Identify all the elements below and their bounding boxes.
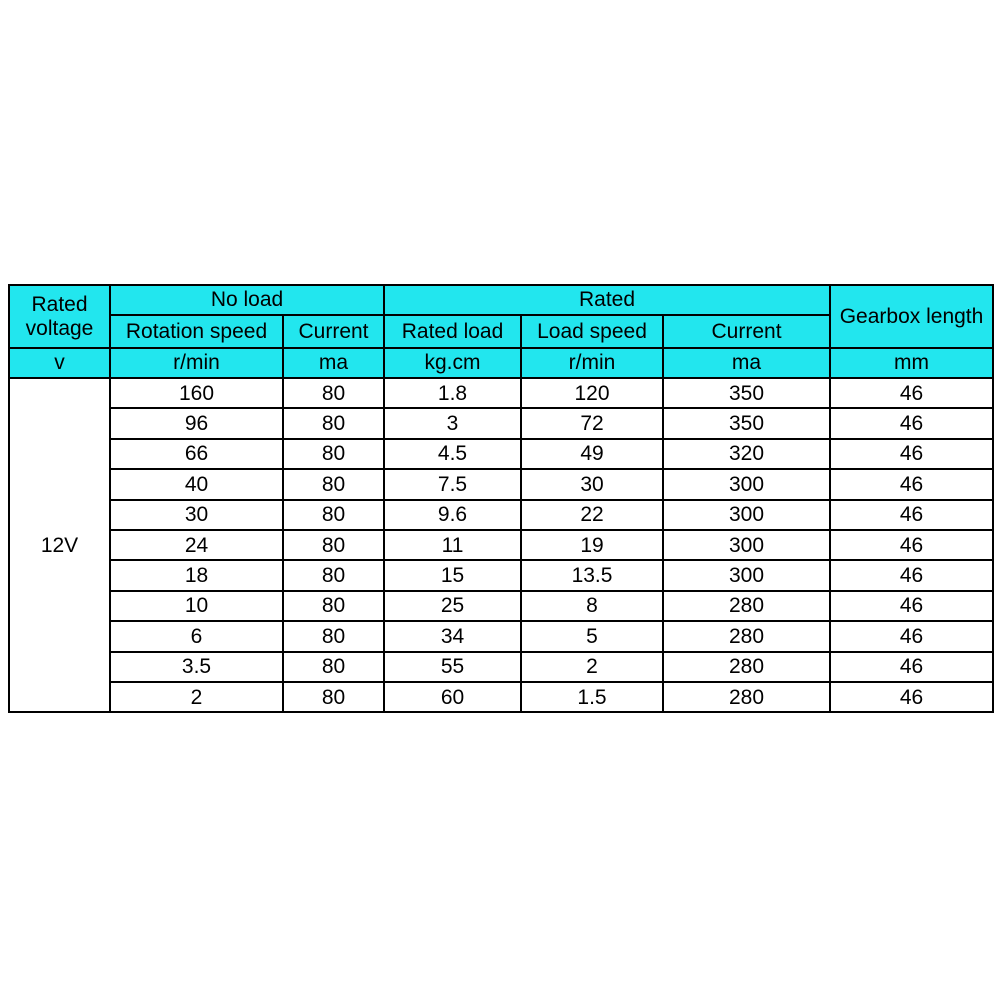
table-row: [9, 560, 993, 590]
current-noload-cell: 80: [283, 500, 384, 530]
rated-load-cell: 11: [384, 530, 521, 560]
table-row: [9, 530, 993, 560]
unit-current-rated: ma: [663, 348, 830, 378]
current-rated-cell: 350: [663, 378, 830, 408]
current-noload-cell: 80: [283, 469, 384, 499]
gearbox-length-cell: 46: [830, 469, 993, 499]
current-noload-cell: 80: [283, 378, 384, 408]
table-row: [9, 500, 993, 530]
table-row: [9, 621, 993, 651]
unit-voltage: v: [9, 348, 110, 378]
motor-spec-table: [8, 284, 994, 713]
table-row: [9, 652, 993, 682]
gearbox-length-cell: 46: [830, 621, 993, 651]
table-row: [9, 682, 993, 712]
voltage-value-cell: 12V: [9, 378, 110, 712]
gearbox-length-cell: 46: [830, 652, 993, 682]
rated-header: Rated: [384, 285, 830, 315]
rated-load-cell: 15: [384, 560, 521, 590]
gearbox-length-cell: 46: [830, 530, 993, 560]
load-speed-cell: 13.5: [521, 560, 663, 590]
current-rated-cell: 300: [663, 560, 830, 590]
load-speed-cell: 120: [521, 378, 663, 408]
unit-rated-load: kg.cm: [384, 348, 521, 378]
rated-voltage-header: [9, 285, 110, 348]
rated-load-cell: 4.5: [384, 439, 521, 469]
load-speed-cell: 72: [521, 408, 663, 438]
load-speed-cell: 22: [521, 500, 663, 530]
current-noload-cell: 80: [283, 621, 384, 651]
gearbox-length-cell: 46: [830, 408, 993, 438]
unit-gearbox-length: mm: [830, 348, 993, 378]
current-noload-header: Current: [283, 315, 384, 348]
gearbox-length-cell: 46: [830, 500, 993, 530]
unit-current-noload: ma: [283, 348, 384, 378]
rotation-speed-cell: 18: [110, 560, 283, 590]
gearbox-length-cell: 46: [830, 682, 993, 712]
units-row: [9, 348, 993, 378]
rotation-speed-cell: 6: [110, 621, 283, 651]
current-noload-cell: 80: [283, 560, 384, 590]
rated-load-header: Rated load: [384, 315, 521, 348]
load-speed-cell: 49: [521, 439, 663, 469]
current-rated-cell: 300: [663, 469, 830, 499]
rated-load-cell: 1.8: [384, 378, 521, 408]
load-speed-cell: 30: [521, 469, 663, 499]
load-speed-header: Load speed: [521, 315, 663, 348]
current-rated-header: Current: [663, 315, 830, 348]
rated-load-cell: 25: [384, 591, 521, 621]
rotation-speed-header: Rotation speed: [110, 315, 283, 348]
current-noload-cell: 80: [283, 591, 384, 621]
rotation-speed-cell: 96: [110, 408, 283, 438]
rated-voltage-line1: Rated: [31, 293, 88, 317]
load-speed-cell: 1.5: [521, 682, 663, 712]
table-row: [9, 469, 993, 499]
rated-load-cell: 3: [384, 408, 521, 438]
rated-load-cell: 55: [384, 652, 521, 682]
header-row-1: [9, 285, 993, 315]
table-row: [9, 408, 993, 438]
load-speed-cell: 8: [521, 591, 663, 621]
current-noload-cell: 80: [283, 408, 384, 438]
spec-table-container: [8, 284, 994, 713]
gearbox-length-cell: 46: [830, 378, 993, 408]
current-noload-cell: 80: [283, 682, 384, 712]
rated-load-cell: 34: [384, 621, 521, 651]
current-noload-cell: 80: [283, 652, 384, 682]
rotation-speed-cell: 160: [110, 378, 283, 408]
gearbox-length-cell: 46: [830, 591, 993, 621]
current-rated-cell: 280: [663, 652, 830, 682]
gearbox-length-cell: 46: [830, 439, 993, 469]
current-rated-cell: 300: [663, 500, 830, 530]
rotation-speed-cell: 30: [110, 500, 283, 530]
rotation-speed-cell: 40: [110, 469, 283, 499]
current-rated-cell: 300: [663, 530, 830, 560]
rotation-speed-cell: 24: [110, 530, 283, 560]
current-noload-cell: 80: [283, 439, 384, 469]
current-noload-cell: 80: [283, 530, 384, 560]
rated-voltage-line2: voltage: [25, 316, 94, 340]
table-row: [9, 378, 993, 408]
load-speed-cell: 5: [521, 621, 663, 651]
current-rated-cell: 280: [663, 682, 830, 712]
current-rated-cell: 280: [663, 621, 830, 651]
current-rated-cell: 320: [663, 439, 830, 469]
rotation-speed-cell: 2: [110, 682, 283, 712]
no-load-header: No load: [110, 285, 384, 315]
gearbox-length-header: Gearbox length: [830, 285, 993, 348]
gearbox-length-cell: 46: [830, 560, 993, 590]
rotation-speed-cell: 3.5: [110, 652, 283, 682]
table-row: [9, 591, 993, 621]
rated-load-cell: 60: [384, 682, 521, 712]
table-row: [9, 439, 993, 469]
load-speed-cell: 19: [521, 530, 663, 560]
rotation-speed-cell: 66: [110, 439, 283, 469]
rotation-speed-cell: 10: [110, 591, 283, 621]
current-rated-cell: 350: [663, 408, 830, 438]
rated-load-cell: 9.6: [384, 500, 521, 530]
current-rated-cell: 280: [663, 591, 830, 621]
unit-load-speed: r/min: [521, 348, 663, 378]
load-speed-cell: 2: [521, 652, 663, 682]
unit-rotation-speed: r/min: [110, 348, 283, 378]
rated-load-cell: 7.5: [384, 469, 521, 499]
